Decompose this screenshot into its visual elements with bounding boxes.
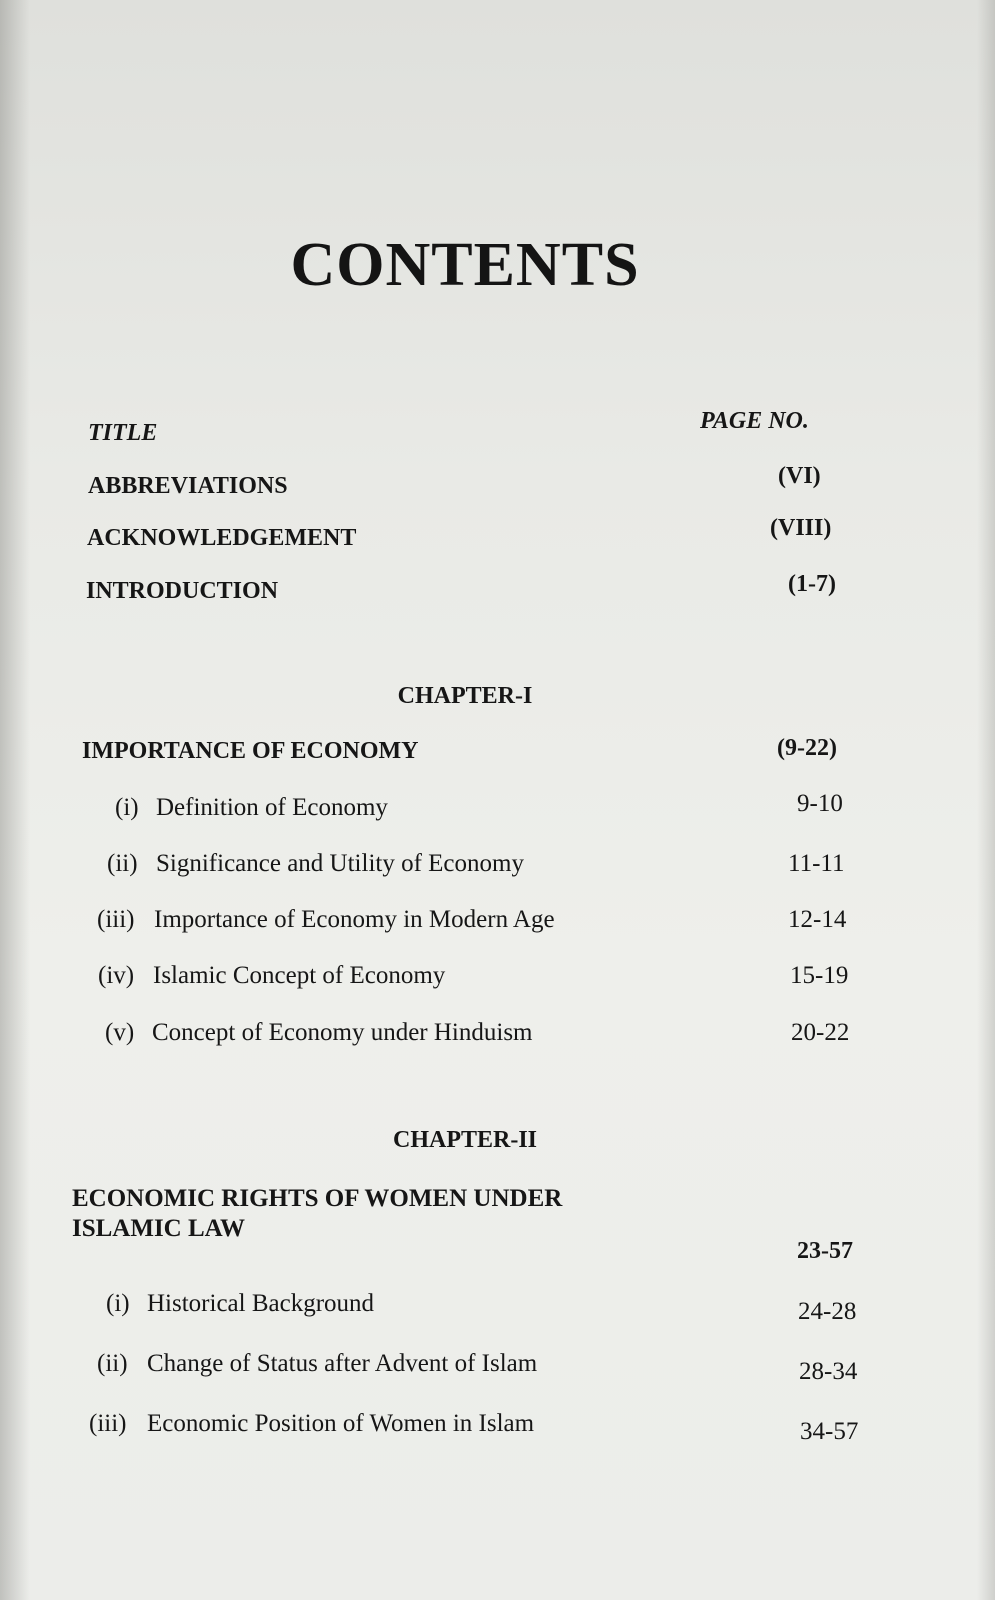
item-number: (ii): [97, 1350, 128, 1377]
chapter-1-item-row: [0, 906, 995, 940]
toc-entry-title: ACKNOWLEDGEMENT: [87, 525, 357, 551]
item-page: 28-34: [799, 1358, 858, 1385]
chapter-2-title-line-1: ECONOMIC RIGHTS OF WOMEN UNDER: [72, 1185, 563, 1212]
item-page: 24-28: [798, 1298, 857, 1325]
item-number: (iv): [98, 962, 135, 989]
toc-row-acknowledgement: [0, 515, 995, 559]
item-title: Importance of Economy in Modern Age: [154, 906, 555, 933]
item-page: 20-22: [791, 1019, 850, 1046]
item-page: 9-10: [797, 790, 843, 817]
toc-entry-page: (VI): [778, 463, 821, 489]
item-page: 34-57: [800, 1418, 859, 1445]
item-page: 15-19: [790, 962, 849, 989]
item-number: (iii): [97, 906, 135, 933]
item-page: 11-11: [788, 850, 845, 877]
item-number: (i): [106, 1290, 130, 1317]
chapter-2-item-row: [0, 1350, 995, 1384]
toc-entry-page: (1-7): [788, 571, 836, 597]
chapter-1-item-row: [0, 790, 995, 828]
chapter-1-item-row: [0, 962, 995, 996]
chapter-2-title-line-2: ISLAMIC LAW: [72, 1215, 245, 1242]
item-title: Definition of Economy: [156, 794, 388, 821]
page-no-column-label: PAGE NO.: [700, 408, 809, 434]
toc-row-introduction: [0, 571, 995, 612]
column-header-row: [0, 408, 995, 452]
chapter-2-pages-row: [0, 1238, 995, 1272]
item-title: Concept of Economy under Hinduism: [152, 1019, 533, 1046]
toc-entry-page: (VIII): [770, 515, 832, 541]
toc-entry-title: INTRODUCTION: [86, 578, 279, 604]
title-column-label: TITLE: [88, 420, 158, 446]
item-title: Historical Background: [147, 1290, 375, 1317]
item-page: 12-14: [788, 906, 847, 933]
chapter-1-title: IMPORTANCE OF ECONOMY: [82, 738, 419, 764]
chapter-1-item-row: [0, 1019, 995, 1053]
chapter-1-pages: (9-22): [777, 735, 837, 761]
chapter-2-pages: 23-57: [797, 1238, 853, 1264]
item-title: Change of Status after Advent of Islam: [147, 1350, 538, 1377]
item-title: Islamic Concept of Economy: [153, 962, 446, 989]
chapter-1-title-row: [0, 735, 995, 772]
contents-heading: CONTENTS: [290, 231, 640, 299]
item-number: (ii): [107, 850, 138, 877]
toc-row-abbreviations: [0, 463, 995, 507]
toc-entry-title: ABBREVIATIONS: [88, 473, 288, 499]
chapter-2-item-row: [0, 1290, 995, 1324]
chapter-2-label: CHAPTER-II: [392, 1127, 537, 1153]
chapter-1-label: CHAPTER-I: [397, 683, 533, 709]
chapter-2-item-row: [0, 1410, 995, 1444]
item-title: Significance and Utility of Economy: [156, 850, 524, 877]
item-number: (i): [115, 794, 139, 821]
item-number: (iii): [89, 1410, 127, 1437]
item-title: Economic Position of Women in Islam: [147, 1410, 535, 1437]
chapter-2-title: [72, 1184, 562, 1244]
item-number: (v): [105, 1019, 135, 1046]
chapter-1-item-row: [0, 850, 995, 884]
